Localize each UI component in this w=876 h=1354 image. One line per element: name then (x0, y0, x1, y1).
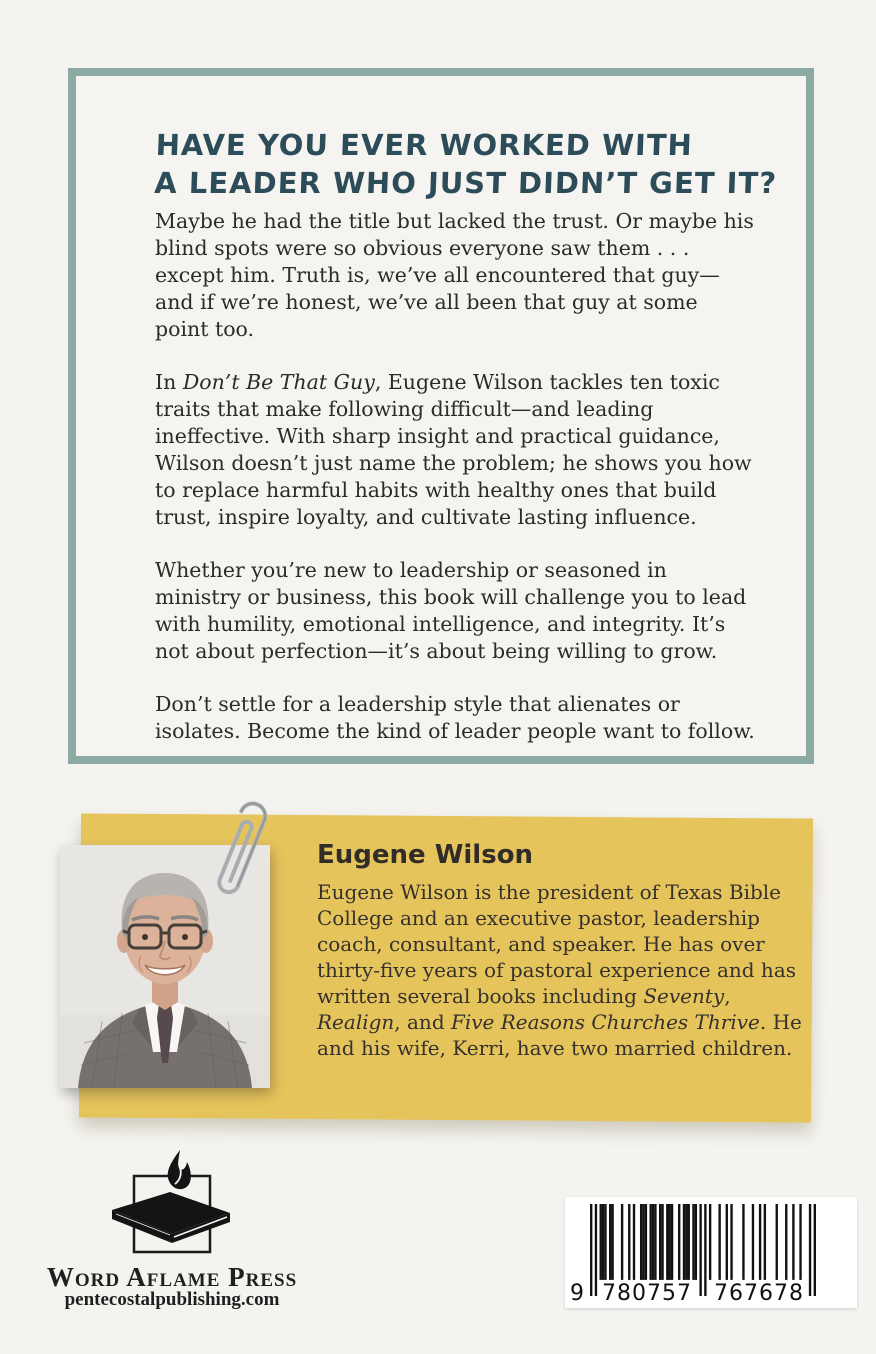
synopsis-headline (154, 126, 779, 202)
author-bio: Eugene Wilson is the president of Texas Bible College and an executive pastor, leadership coach, consultant, and speaker. He has over thirty-five years of pastoral experience and has written several books including Seventy, Realign, and Five Reasons Churches Thrive. He and his wife, Kerri, have two married children. (317, 880, 802, 1060)
barcode-digits-left: 780757 (602, 1281, 692, 1306)
barcode-digits-right: 767678 (714, 1281, 804, 1306)
synopsis-paragraph: Whether you’re new to leadership or seasoned in ministry or business, this book will challenge you to lead with humility, emotional intelligence, and integrity. It’s not about perfection—it’s about being willing to grow. (155, 558, 747, 663)
barcode-digit-lead: 9 (570, 1281, 584, 1306)
isbn-barcode (565, 1197, 857, 1308)
publisher-website: pentecostalpublishing.com (64, 1289, 280, 1310)
publisher-name: Word Aflame Press (46, 1262, 298, 1292)
synopsis-paragraph: Maybe he had the title but lacked the trust. Or maybe his blind spots were so obvious everyone saw them . . . except him. Truth is, we’ve all encountered that guy—and if we’re honest, we’ve all been that guy at some point too. (155, 209, 754, 341)
headline-line-1: HAVE YOU EVER WORKED WITH (155, 128, 694, 162)
author-name: Eugene Wilson (317, 840, 534, 870)
flame-book-icon (106, 1150, 236, 1268)
headline-line-2: A LEADER WHO JUST DIDN’T GET IT? (153, 166, 778, 200)
synopsis-paragraph: In Don’t Be That Guy, Eugene Wilson tackles ten toxic traits that make following difficult—and leading ineffective. With sharp insight and practical guidance, Wilson doesn’t just name the problem; he shows you how to replace harmful habits with healthy ones that build trust, inspire loyalty, and cultivate lasting influence. (155, 370, 752, 529)
synopsis-body (155, 208, 756, 771)
synopsis-paragraph: Don’t settle for a leadership style that alienates or isolates. Become the kind of leader people want to follow. (155, 692, 755, 743)
synopsis-panel (68, 68, 814, 764)
